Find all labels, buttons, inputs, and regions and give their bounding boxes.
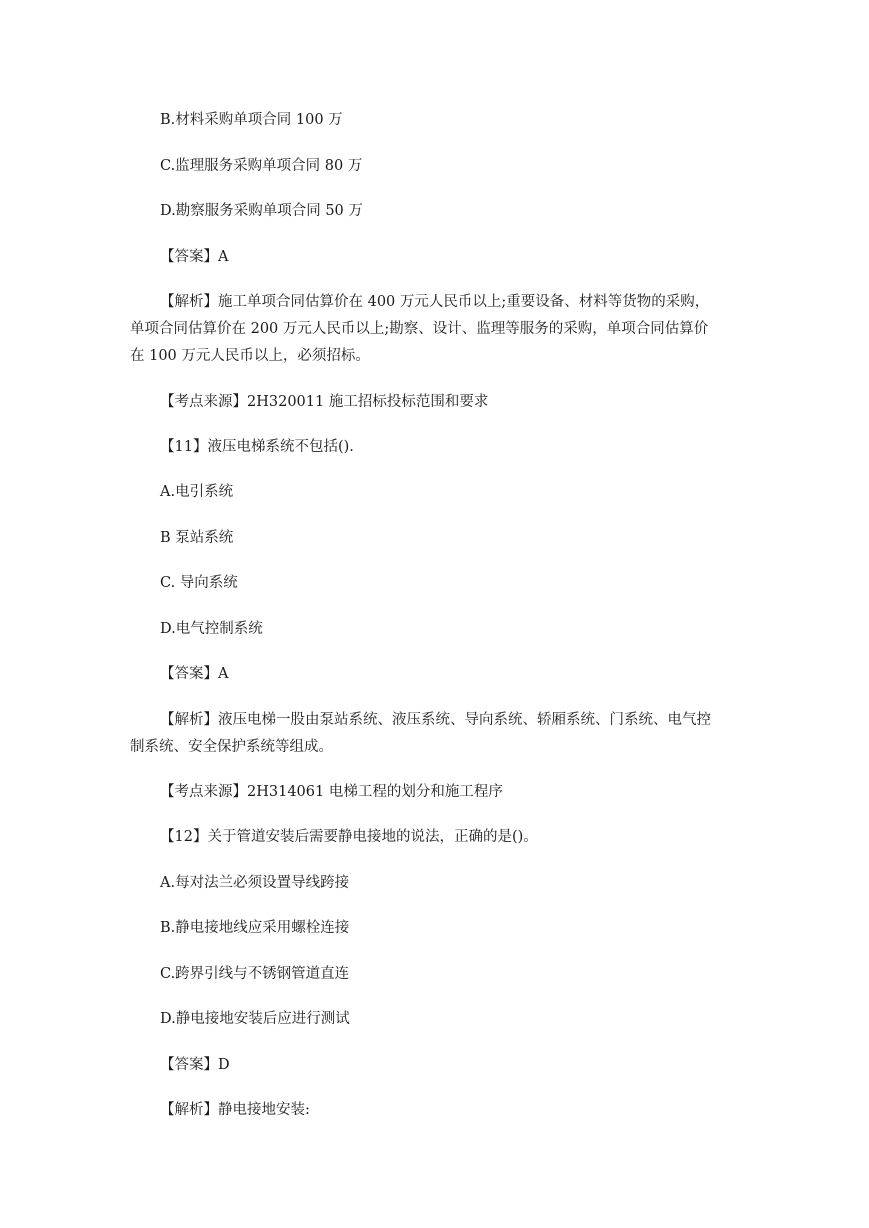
explanation-q10-line1: 【解析】施工单项合同估算价在 400 万元人民币以上;重要设备、材料等货物的采购， <box>160 294 710 310</box>
question-11: 【11】液压电梯系统不包括(). <box>160 439 354 455</box>
option-c-q12: C.跨界引线与不锈钢管道直连 <box>160 966 350 982</box>
option-d-q10: D.勘察服务采购单项合同 50 万 <box>160 203 363 219</box>
explanation-q10-line3: 在 100 万元人民币以上，必须招标。 <box>130 348 370 364</box>
option-b-q11: B 泵站系统 <box>160 530 234 546</box>
answer-q12: 【答案】D <box>160 1057 230 1073</box>
answer-q11: 【答案】A <box>160 666 229 682</box>
source-q10: 【考点来源】2H320011 施工招标投标范围和要求 <box>160 394 489 410</box>
explanation-q11-line2: 制系统、安全保护系统等组成。 <box>130 739 333 755</box>
option-b-q10: B.材料采购单项合同 100 万 <box>160 112 343 128</box>
option-a-q12: A.每对法兰必须设置导线跨接 <box>160 875 350 891</box>
option-d-q11: D.电气控制系统 <box>160 621 263 637</box>
option-d-q12: D.静电接地安装后应进行测试 <box>160 1011 350 1027</box>
question-12: 【12】关于管道安装后需要静电接地的说法，正确的是()。 <box>160 829 538 845</box>
explanation-q11-line1: 【解析】液压电梯一股由泵站系统、液压系统、导向系统、轿厢系统、门系统、电气控 <box>160 712 711 728</box>
source-q11: 【考点来源】2H314061 电梯工程的划分和施工程序 <box>160 784 503 800</box>
option-b-q12: B.静电接地线应采用螺栓连接 <box>160 920 350 936</box>
option-a-q11: A.电引系统 <box>160 484 234 500</box>
option-c-q10: C.监理服务采购单项合同 80 万 <box>160 158 363 174</box>
explanation-q12: 【解析】静电接地安装: <box>160 1102 310 1118</box>
explanation-q10-line2: 单项合同估算价在 200 万元人民币以上;勘察、设计、监理等服务的采购，单项合同估算价 <box>130 321 709 337</box>
option-c-q11: C. 导向系统 <box>160 575 238 591</box>
answer-q10: 【答案】A <box>160 249 229 265</box>
